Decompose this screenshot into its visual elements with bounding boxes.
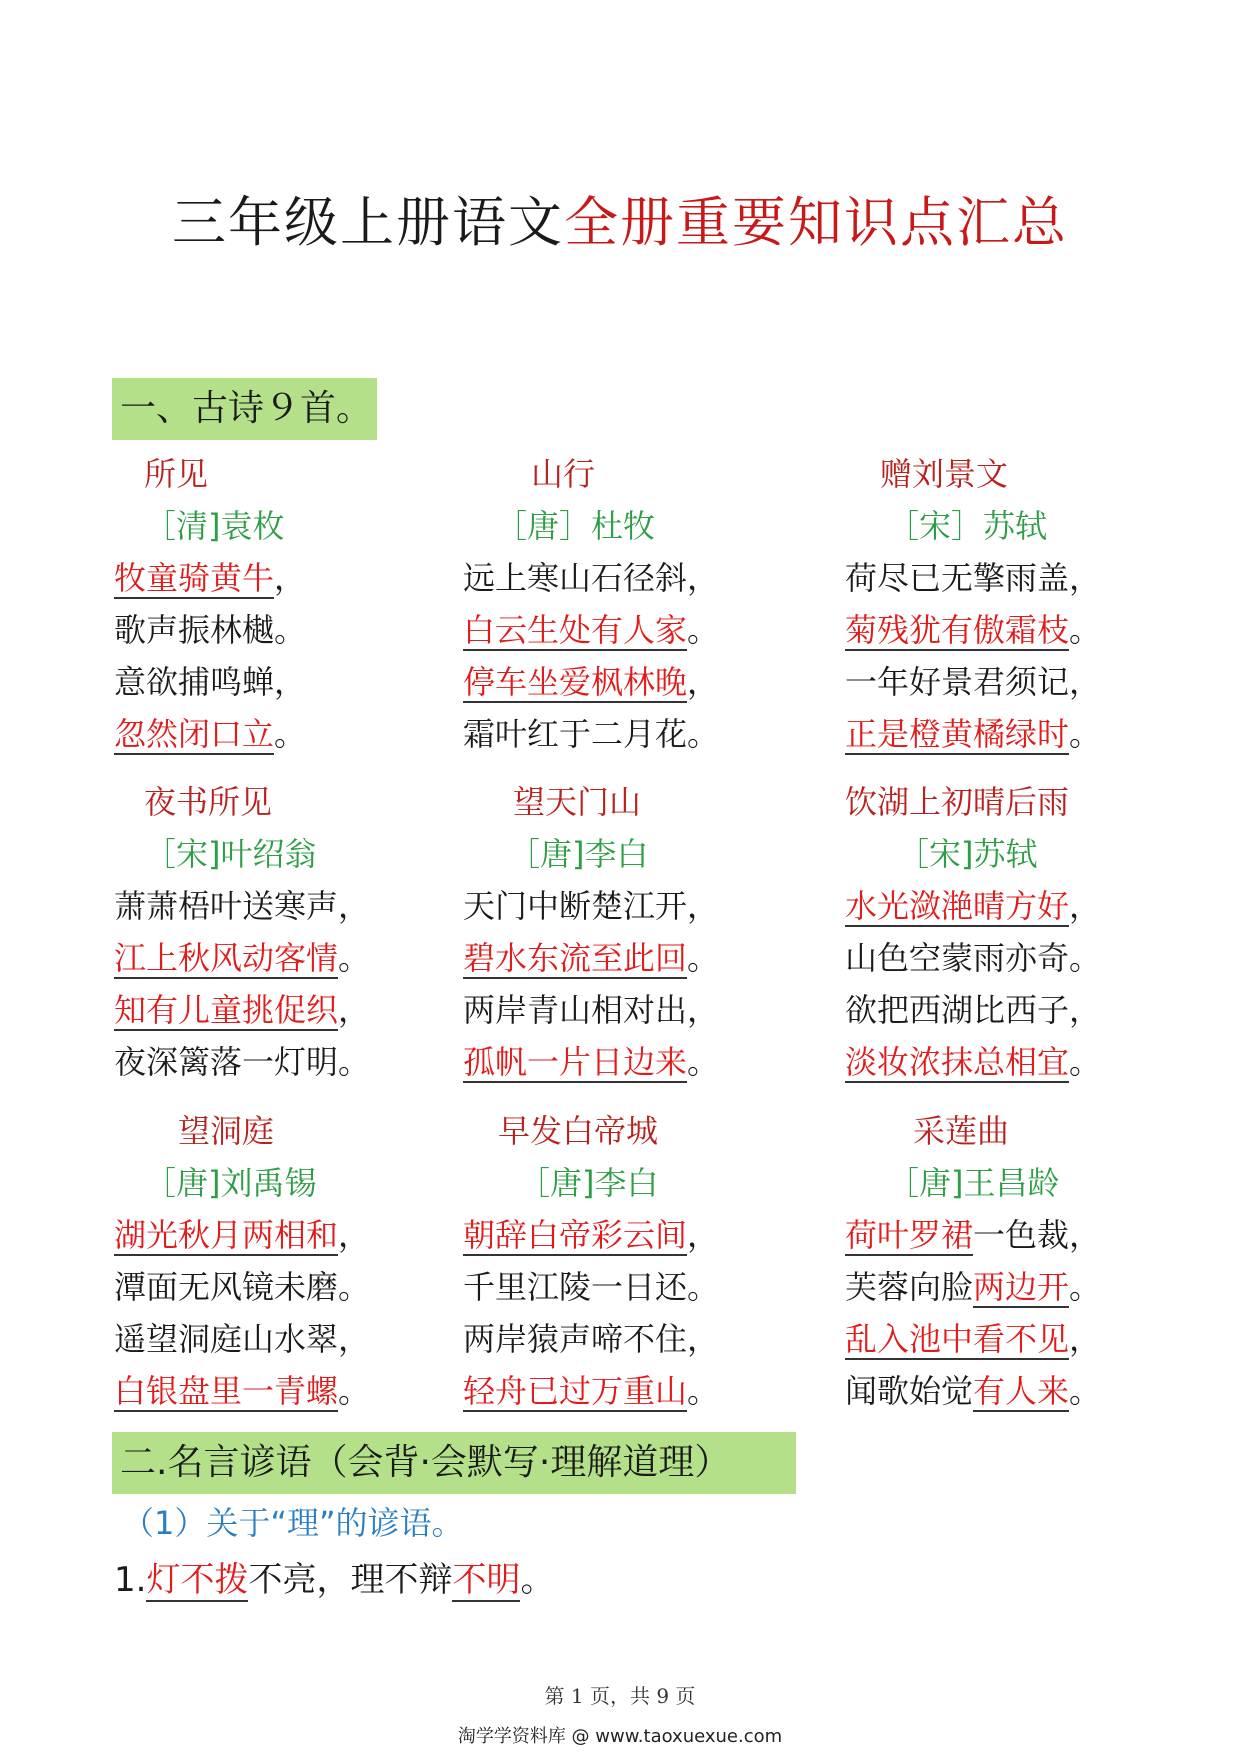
poem-line xyxy=(114,1036,370,1088)
poem-line xyxy=(463,984,719,1036)
text-segment: 。 xyxy=(687,1043,720,1081)
section2-heading: 二.名言谚语（会背·会默写·理解道理） xyxy=(112,1432,796,1494)
poem-line xyxy=(463,1209,719,1261)
poem-title: 赠刘景文 xyxy=(880,455,1009,493)
highlighted-text: 轻舟已过万重山 xyxy=(463,1372,688,1410)
highlighted-text: 菊残犹有傲霜枝 xyxy=(845,611,1070,649)
text-segment: 。 xyxy=(687,611,720,649)
poem-line xyxy=(114,1261,370,1313)
highlighted-text: 江上秋风动客情 xyxy=(114,939,339,977)
poem-line xyxy=(463,1365,719,1417)
text-segment: 。 xyxy=(338,1372,371,1410)
poem-author: ［唐]李白 xyxy=(508,835,649,873)
poem-line xyxy=(114,1365,370,1417)
page-number: 第 1 页，共 9 页 xyxy=(544,1684,696,1708)
title-part1: 三年级上册语文 xyxy=(172,191,564,254)
poem-author: ［唐]李白 xyxy=(518,1164,659,1202)
title-part2: 全册重要知识点汇总 xyxy=(564,191,1068,254)
poem-line xyxy=(463,880,719,932)
text-segment: 。 xyxy=(1069,715,1102,753)
poem-5 xyxy=(463,776,719,1088)
highlighted-text: 正是橙黄橘绿时 xyxy=(845,715,1070,753)
highlighted-text: 两边开 xyxy=(973,1268,1070,1306)
poem-line xyxy=(114,1313,370,1365)
text-segment: 。 xyxy=(687,1372,720,1410)
poem-line xyxy=(463,708,719,760)
highlighted-text: 忽然闭口立 xyxy=(114,715,275,753)
poem-9 xyxy=(845,1105,1101,1417)
highlighted-text: 朝辞白帝彩云间 xyxy=(463,1216,688,1254)
text-segment: 。 xyxy=(1069,1372,1102,1410)
highlighted-text: 孤帆一片日边来 xyxy=(463,1043,688,1081)
poem-1 xyxy=(114,448,306,760)
text-segment: ， xyxy=(338,1216,371,1254)
poem-line xyxy=(463,1261,719,1313)
text-segment: 山色空蒙雨亦奇。 xyxy=(845,939,1102,977)
poem-title: 所见 xyxy=(144,455,209,493)
text-segment: 两岸青山相对出， xyxy=(463,991,720,1029)
text-segment: 萧萧梧叶送寒声， xyxy=(114,887,371,925)
poem-author: ［清]袁枚 xyxy=(144,507,285,545)
text-segment: 遥望洞庭山水翠， xyxy=(114,1320,371,1358)
highlighted-text: 水光潋滟晴方好 xyxy=(845,887,1070,925)
text-segment: ， xyxy=(687,1216,720,1254)
poem-author: ［宋]苏轼 xyxy=(897,835,1038,873)
poem-line xyxy=(114,1209,370,1261)
highlighted-text: 停车坐爱枫林晚 xyxy=(463,663,688,701)
text-segment: 欲把西湖比西子， xyxy=(845,991,1102,1029)
text-segment: 荷尽已无擎雨盖， xyxy=(845,559,1102,597)
text-segment: 歌声振林樾。 xyxy=(114,611,307,649)
text-segment: 1. xyxy=(114,1560,147,1600)
poem-line xyxy=(114,552,306,604)
text-segment: ， xyxy=(274,559,307,597)
text-segment: 。 xyxy=(1069,1043,1102,1081)
highlighted-text: 灯不拨 xyxy=(146,1560,249,1600)
poem-line xyxy=(845,932,1101,984)
poem-author: ［唐]王昌龄 xyxy=(887,1164,1060,1202)
poem-line xyxy=(845,552,1101,604)
text-segment: 。 xyxy=(1069,1268,1102,1306)
highlighted-text: 有人来 xyxy=(973,1372,1070,1410)
poem-line xyxy=(845,656,1101,708)
poem-6 xyxy=(845,776,1101,1088)
poem-title: 采莲曲 xyxy=(913,1112,1010,1150)
poem-line xyxy=(463,604,719,656)
text-segment: 天门中断楚江开， xyxy=(463,887,720,925)
text-segment: ， xyxy=(1069,1320,1102,1358)
poem-line xyxy=(845,1365,1101,1417)
text-segment: 。 xyxy=(338,939,371,977)
poem-line xyxy=(845,1036,1101,1088)
text-segment: 千里江陵一日还。 xyxy=(463,1268,720,1306)
highlighted-text: 知有儿童挑促织 xyxy=(114,991,339,1029)
text-segment: 闻歌始觉 xyxy=(845,1372,974,1410)
poem-author: ［唐］杜牧 xyxy=(495,507,656,545)
poem-author: ［宋］苏轼 xyxy=(887,507,1048,545)
poem-line xyxy=(845,880,1101,932)
text-segment: 一色裁， xyxy=(973,1216,1102,1254)
saying-line xyxy=(114,1552,554,1601)
highlighted-text: 荷叶罗裙 xyxy=(845,1216,974,1254)
watermark-text: 淘学学资料库 @ www.taoxuexue.com xyxy=(457,1726,783,1747)
text-segment: 两岸猿声啼不住， xyxy=(463,1320,720,1358)
poem-7 xyxy=(114,1105,370,1417)
poem-line xyxy=(845,1261,1101,1313)
poem-author: ［唐]刘禹锡 xyxy=(144,1164,317,1202)
highlighted-text: 白银盘里一青螺 xyxy=(114,1372,339,1410)
poem-8 xyxy=(463,1105,719,1417)
text-segment: ， xyxy=(1069,887,1102,925)
text-segment: 夜深篱落一灯明。 xyxy=(114,1043,371,1081)
section1-heading: 一、古诗９首。 xyxy=(112,378,377,440)
poem-title: 饮湖上初晴后雨 xyxy=(845,783,1070,821)
poem-line xyxy=(114,984,370,1036)
highlighted-text: 牧童骑黄牛 xyxy=(114,559,275,597)
poem-author: ［宋]叶绍翁 xyxy=(144,835,317,873)
text-segment: 芙蓉向脸 xyxy=(845,1268,974,1306)
poem-line xyxy=(463,932,719,984)
poem-line xyxy=(463,1313,719,1365)
page-title xyxy=(0,180,1240,257)
poem-line xyxy=(114,932,370,984)
poem-line xyxy=(845,708,1101,760)
poem-2 xyxy=(463,448,719,760)
poem-line xyxy=(114,656,306,708)
poem-line xyxy=(845,604,1101,656)
poem-title: 望洞庭 xyxy=(178,1112,275,1150)
text-segment: 一年好景君须记， xyxy=(845,663,1102,701)
poem-line xyxy=(845,984,1101,1036)
poem-line xyxy=(114,880,370,932)
text-segment: 不亮，理不辩 xyxy=(248,1560,453,1600)
poem-line xyxy=(463,552,719,604)
poem-title: 望天门山 xyxy=(513,783,642,821)
text-segment: 。 xyxy=(687,939,720,977)
highlighted-text: 不明 xyxy=(452,1560,521,1600)
highlighted-text: 白云生处有人家 xyxy=(463,611,688,649)
section2-subheading: （1）关于“理”的谚语。 xyxy=(122,1504,464,1542)
text-segment: 霜叶红于二月花。 xyxy=(463,715,720,753)
highlighted-text: 湖光秋月两相和 xyxy=(114,1216,339,1254)
highlighted-text: 碧水东流至此回 xyxy=(463,939,688,977)
text-segment: 意欲捕鸣蝉， xyxy=(114,663,307,701)
text-segment: 潭面无风镜未磨。 xyxy=(114,1268,371,1306)
poem-line xyxy=(114,708,306,760)
poem-3 xyxy=(845,448,1101,760)
highlighted-text: 乱入池中看不见 xyxy=(845,1320,1070,1358)
poem-line xyxy=(463,1036,719,1088)
poem-line xyxy=(845,1313,1101,1365)
text-segment: 。 xyxy=(274,715,307,753)
text-segment: 。 xyxy=(1069,611,1102,649)
poem-title: 夜书所见 xyxy=(144,783,273,821)
poem-title: 早发白帝城 xyxy=(498,1112,659,1150)
poem-line xyxy=(114,604,306,656)
poem-line xyxy=(463,656,719,708)
text-segment: ， xyxy=(687,663,720,701)
highlighted-text: 淡妆浓抹总相宜 xyxy=(845,1043,1070,1081)
poem-title: 山行 xyxy=(531,455,596,493)
text-segment: 。 xyxy=(520,1560,555,1600)
text-segment: ， xyxy=(338,991,371,1029)
poem-4 xyxy=(114,776,370,1088)
poem-line xyxy=(845,1209,1101,1261)
text-segment: 远上寒山石径斜， xyxy=(463,559,720,597)
